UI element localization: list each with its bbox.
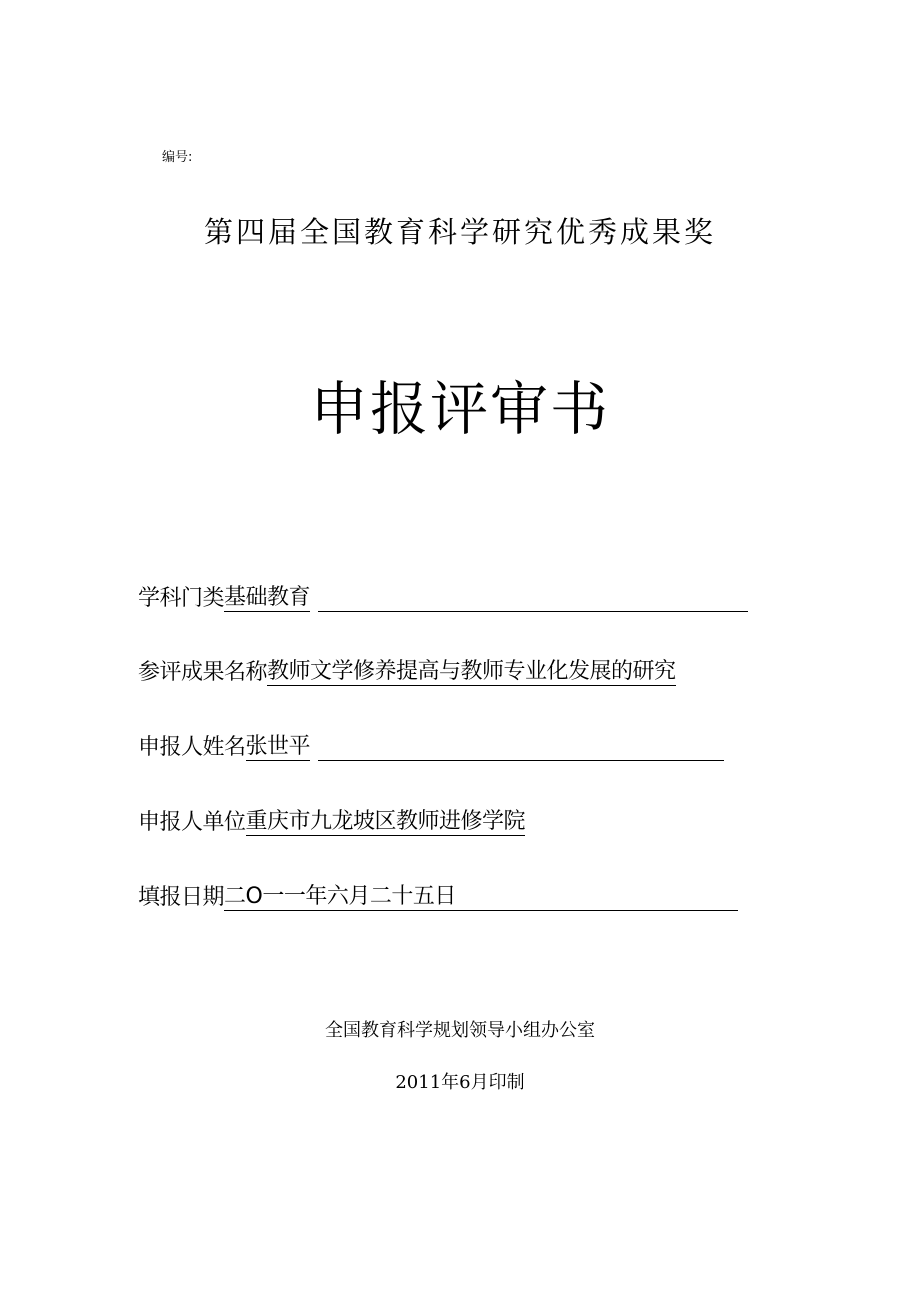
field-applicant-name-value: 张世平 <box>245 734 311 759</box>
field-applicant-unit-value: 重庆市九龙坡区教师进修学院 <box>245 809 526 834</box>
field-applicant-name-underline <box>318 736 724 761</box>
award-title: 第四届全国教育科学研究优秀成果奖 <box>203 215 716 249</box>
field-subject-label: 学科门类 <box>138 586 225 611</box>
field-applicant-unit-label: 申报人单位 <box>138 810 246 835</box>
print-date: 2011年6月印制 <box>395 1072 525 1093</box>
field-subject-value: 基础教育 <box>224 585 311 610</box>
field-fill-date <box>138 877 738 911</box>
field-result-title-value: 教师文学修养提高与教师专业化发展的研究 <box>267 659 676 684</box>
field-applicant-name-label: 申报人姓名 <box>138 735 246 760</box>
field-applicant-unit <box>138 802 525 836</box>
page-title: 申报评审书 <box>309 375 610 443</box>
field-fill-date-label: 填报日期 <box>138 885 225 910</box>
serial-number-label: 编号: <box>162 150 193 165</box>
field-applicant-name <box>138 727 724 761</box>
field-fill-date-value: 二O一一年六月二十五日 <box>224 884 456 909</box>
field-result-title <box>138 652 676 686</box>
field-subject-underline <box>318 587 748 612</box>
field-fill-date-underline <box>456 886 738 911</box>
field-result-title-label: 参评成果名称 <box>138 660 268 685</box>
issuing-office: 全国教育科学规划领导小组办公室 <box>325 1020 595 1041</box>
field-subject <box>138 578 748 612</box>
